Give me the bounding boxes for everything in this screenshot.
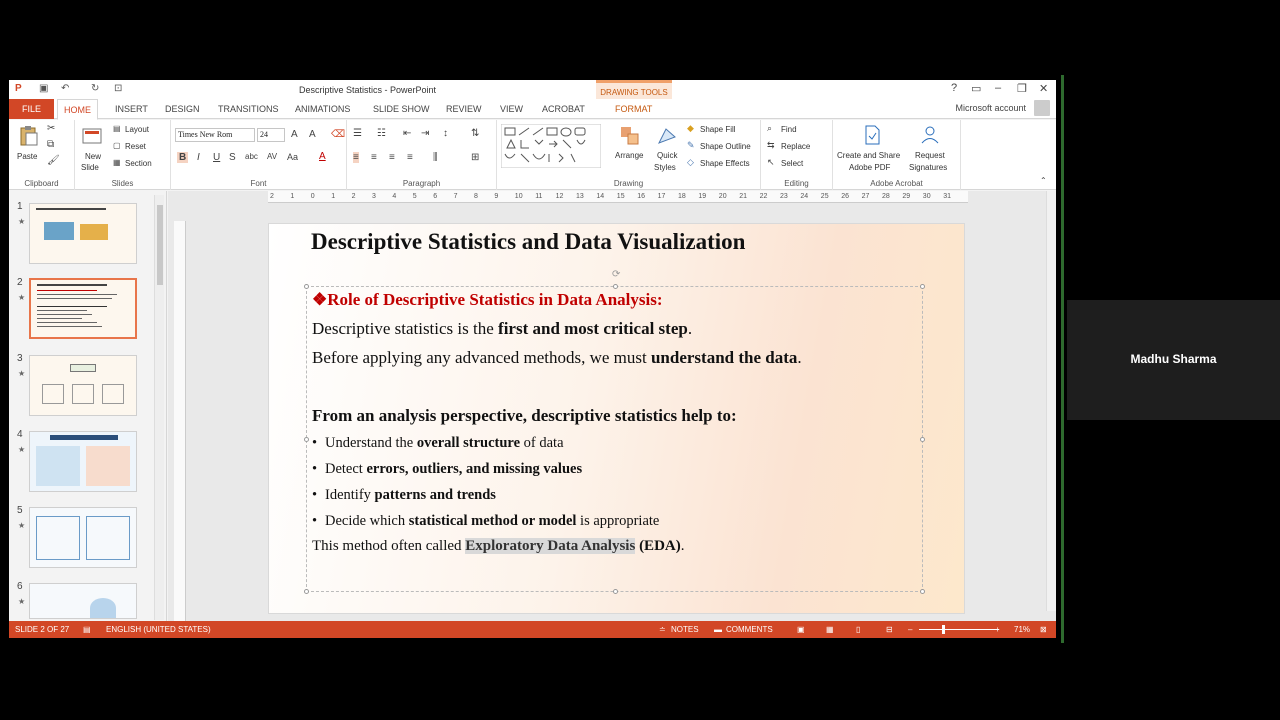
thumb-number: 2 xyxy=(17,277,23,288)
acrobat-label: Adobe Acrobat xyxy=(870,179,923,188)
paste-icon[interactable] xyxy=(17,125,39,147)
bullet-bold-text: patterns and trends xyxy=(374,487,496,503)
thumb-animation-star: ★ xyxy=(18,521,26,530)
bullet-item: • Decide which statistical method or model is appropriate xyxy=(312,513,660,529)
bullet-text: is appropriate xyxy=(576,513,660,529)
select-button[interactable]: Select xyxy=(781,159,804,168)
title-bar xyxy=(9,80,1056,99)
bullet-bold-text: overall structure xyxy=(416,435,521,451)
font-label: Font xyxy=(250,179,267,188)
clipboard-label: Clipboard xyxy=(24,179,59,188)
participant-tile xyxy=(1067,300,1280,420)
decrease-indent-icon[interactable]: ⇤ xyxy=(403,128,412,139)
thumb-number: 5 xyxy=(17,505,23,516)
minimize-icon[interactable]: – xyxy=(995,82,1002,94)
clipboard-group xyxy=(9,120,75,190)
notes-icon: ≐ xyxy=(659,625,666,634)
find-icon: ⌕ xyxy=(767,123,773,133)
create-share-pdf-button[interactable]: Create and Share xyxy=(837,151,901,160)
tab-slide-show[interactable]: SLIDE SHOW xyxy=(373,104,430,114)
thumb-number: 4 xyxy=(17,429,23,440)
paragraph-label: Paragraph xyxy=(402,179,441,188)
ruler-tick-label: 11 xyxy=(535,193,543,200)
rotate-handle-icon[interactable]: ⟳ xyxy=(612,269,621,280)
ruler-tick-label: 12 xyxy=(555,193,564,200)
redo-icon[interactable]: ↻ xyxy=(91,83,100,94)
tab-review[interactable]: REVIEW xyxy=(446,104,482,114)
ruler-tick-label: 22 xyxy=(759,193,768,200)
resize-handle[interactable] xyxy=(613,589,618,594)
justify-icon[interactable]: ≡ xyxy=(407,152,413,163)
new-slide-button[interactable]: New xyxy=(85,152,102,161)
notes-button[interactable]: NOTES xyxy=(671,625,699,634)
ribbon xyxy=(9,120,1056,190)
reset-button[interactable]: Reset xyxy=(125,142,146,151)
ruler-tick-label: 3 xyxy=(372,193,376,200)
tab-file[interactable]: FILE xyxy=(9,99,54,119)
text-direction-icon[interactable]: ⇅ xyxy=(471,128,480,139)
slides-group xyxy=(75,120,171,190)
thumb-animation-star: ★ xyxy=(18,293,26,302)
bullet-item: • Understand the overall structure of data xyxy=(312,435,564,451)
ruler-tick-label: 6 xyxy=(433,193,438,200)
ruler-tick-label: 4 xyxy=(392,193,397,200)
format-painter-icon[interactable]: 🖌 xyxy=(47,155,60,166)
ruler-tick-label: 28 xyxy=(882,193,890,200)
ruler-tick-label: 9 xyxy=(494,193,499,200)
reset-icon: ▢ xyxy=(113,141,121,150)
resize-handle[interactable] xyxy=(304,437,309,442)
ruler-tick-label: 5 xyxy=(412,193,417,200)
copy-icon[interactable]: ⧉ xyxy=(47,139,55,150)
canvas-scrollbar[interactable] xyxy=(1046,191,1056,611)
clear-formatting-icon[interactable]: ⌫ xyxy=(331,129,346,140)
ruler-tick-label: 21 xyxy=(739,193,747,200)
language-status[interactable]: ENGLISH (UNITED STATES) xyxy=(106,625,211,634)
resize-handle[interactable] xyxy=(613,284,618,289)
paragraph-text: Descriptive statistics is the xyxy=(312,319,499,338)
resize-handle[interactable] xyxy=(920,284,925,289)
character-spacing-icon[interactable]: AV xyxy=(267,152,278,161)
align-left-icon[interactable]: ≡ xyxy=(353,152,359,163)
layout-icon: ▤ xyxy=(113,124,121,133)
drawing-label: Drawing xyxy=(613,179,644,188)
analysis-heading: From an analysis perspective, descriptive statistics help to: xyxy=(312,406,737,425)
strikethrough-icon[interactable]: abc xyxy=(245,152,258,161)
resize-handle[interactable] xyxy=(304,284,309,289)
bullet-text: Decide which xyxy=(325,513,409,529)
paragraph-text: . xyxy=(797,348,802,367)
zoom-out-icon[interactable]: – xyxy=(908,625,913,634)
slide-thumbnail-5[interactable] xyxy=(29,507,137,568)
request-signatures-icon[interactable] xyxy=(919,124,941,146)
spellcheck-icon[interactable]: ▤ xyxy=(83,625,91,634)
ruler-tick-label: 1 xyxy=(331,193,336,200)
ruler-tick-label: 19 xyxy=(698,193,707,200)
paragraph-group xyxy=(347,120,497,190)
font-color-icon[interactable]: A xyxy=(319,151,326,162)
tab-home[interactable]: HOME xyxy=(57,99,98,120)
ribbon-tabs xyxy=(9,99,1056,119)
highlighted-eda-text[interactable]: Exploratory Data Analysis xyxy=(465,538,636,554)
thumb-number: 6 xyxy=(17,581,23,592)
fit-slide-icon[interactable]: ⊠ xyxy=(1040,625,1047,634)
reading-view-icon[interactable]: ▯ xyxy=(856,625,861,634)
shape-outline-button[interactable]: Shape Outline xyxy=(700,142,751,151)
font-name-select[interactable]: Times New Rom xyxy=(175,128,255,142)
shape-effects-button[interactable]: Shape Effects xyxy=(700,159,750,168)
quick-styles-button-line2[interactable]: Styles xyxy=(654,163,676,172)
create-share-pdf-button-line2[interactable]: Adobe PDF xyxy=(849,163,891,172)
tab-design[interactable]: DESIGN xyxy=(165,104,200,114)
align-center-icon[interactable]: ≡ xyxy=(371,152,377,163)
ruler-tick-label: 7 xyxy=(453,193,458,200)
slide-thumbnail-6[interactable] xyxy=(29,583,137,619)
slide[interactable] xyxy=(268,223,965,614)
replace-icon: ⇆ xyxy=(767,140,775,150)
shapes-gallery-icon[interactable] xyxy=(501,124,601,168)
thumb-animation-star: ★ xyxy=(18,445,26,454)
ruler-tick-label: 24 xyxy=(800,193,809,200)
section-button[interactable]: Section xyxy=(125,159,152,168)
normal-view-icon[interactable]: ▣ xyxy=(797,625,805,634)
status-bar xyxy=(9,621,1056,638)
zoom-slider[interactable] xyxy=(919,629,999,630)
new-slide-icon[interactable] xyxy=(81,125,103,147)
new-slide-button-line2[interactable]: Slide xyxy=(81,163,99,172)
drawing-tools-header: DRAWING TOOLS xyxy=(596,80,672,99)
powerpoint-window xyxy=(9,80,1056,638)
bullet-text: Identify xyxy=(325,487,375,503)
underline-icon[interactable]: U xyxy=(213,152,221,163)
arrange-button[interactable]: Arrange xyxy=(615,151,644,160)
closing-text: . xyxy=(680,538,685,554)
bullet-bold-text: statistical method or model xyxy=(408,513,577,529)
closing-bold-text: (EDA) xyxy=(635,538,681,554)
account-link[interactable]: Microsoft account xyxy=(955,103,1026,113)
resize-handle[interactable] xyxy=(304,589,309,594)
slide-title[interactable]: Descriptive Statistics and Data Visualization xyxy=(311,229,746,254)
closing-line xyxy=(312,538,684,555)
shape-effects-icon: ◇ xyxy=(687,157,694,167)
slideshow-view-icon[interactable]: ⊟ xyxy=(886,625,893,634)
ruler-tick-label: 2 xyxy=(351,193,356,200)
line-spacing-icon[interactable]: ↕ xyxy=(443,128,448,139)
arrange-icon[interactable] xyxy=(619,125,641,147)
font-size-select[interactable]: 24 xyxy=(257,128,285,142)
slide-editing-canvas xyxy=(168,191,1056,621)
slide-thumbnail-4[interactable] xyxy=(29,431,137,492)
italic-icon[interactable]: I xyxy=(197,152,200,163)
ruler-tick-label: 17 xyxy=(657,193,666,200)
thumb-animation-star: ★ xyxy=(18,217,26,226)
diamond-bullet-icon: ❖ xyxy=(312,290,328,309)
role-heading xyxy=(312,290,663,310)
increase-indent-icon[interactable]: ⇥ xyxy=(421,128,430,139)
horizontal-ruler xyxy=(268,191,968,203)
quick-styles-icon[interactable] xyxy=(656,125,678,147)
window-title: Descriptive Statistics - PowerPoint xyxy=(299,85,437,95)
shape-fill-button[interactable]: Shape Fill xyxy=(700,125,736,134)
bullet-text: of data xyxy=(520,435,564,451)
tab-format[interactable]: FORMAT xyxy=(615,104,653,114)
ruler-tick-label: 10 xyxy=(514,193,523,200)
paragraph-bold-text: first and most critical step xyxy=(498,319,688,338)
paragraph-text: . xyxy=(687,319,693,338)
zoom-in-icon[interactable]: + xyxy=(995,625,1000,634)
collapse-ribbon-icon[interactable]: ⌃ xyxy=(1040,176,1047,185)
help-icon[interactable]: ? xyxy=(951,82,958,94)
ruler-tick-label: 13 xyxy=(576,193,584,200)
ruler-tick-label: 16 xyxy=(637,193,645,200)
screen-share-border xyxy=(1061,75,1064,643)
slide-thumbnail-1[interactable] xyxy=(29,203,137,264)
ruler-tick-label: 14 xyxy=(596,193,605,200)
bold-icon[interactable]: B xyxy=(179,152,187,163)
thumb-animation-star: ★ xyxy=(18,369,26,378)
font-group xyxy=(171,120,347,190)
vertical-ruler xyxy=(174,221,186,621)
thumb-animation-star: ★ xyxy=(18,597,26,606)
thumb-number: 3 xyxy=(17,353,23,364)
bullets-icon[interactable]: ☰ xyxy=(353,128,362,139)
paragraph-2 xyxy=(312,348,802,368)
request-signatures-button-line2[interactable]: Signatures xyxy=(909,163,948,172)
increase-font-icon[interactable]: A xyxy=(291,129,298,140)
ruler-tick-label: 26 xyxy=(841,193,849,200)
cut-icon[interactable]: ✂ xyxy=(47,123,56,134)
numbering-icon[interactable]: ☷ xyxy=(377,128,386,139)
avatar[interactable] xyxy=(1034,100,1050,116)
participant-name: Madhu Sharma xyxy=(1130,352,1217,366)
restore-icon[interactable]: ❐ xyxy=(1017,83,1027,95)
tab-acrobat[interactable]: ACROBAT xyxy=(542,104,585,114)
shape-fill-icon: ◆ xyxy=(687,123,694,133)
thumbnails-scrollbar[interactable] xyxy=(154,195,164,620)
ruler-tick-label: 23 xyxy=(780,193,788,200)
ruler-tick-label: 15 xyxy=(616,193,625,200)
start-from-beginning-icon[interactable]: ⊡ xyxy=(114,83,123,94)
ruler-tick-label: 18 xyxy=(678,193,686,200)
closing-text: This method often called xyxy=(312,538,466,554)
ruler-tick-label: 2 xyxy=(270,193,274,200)
request-signatures-button[interactable]: Request xyxy=(915,151,945,160)
resize-handle[interactable] xyxy=(920,589,925,594)
bullet-item: • Identify patterns and trends xyxy=(312,487,496,503)
ruler-tick-label: 1 xyxy=(290,193,295,200)
slide-sorter-icon[interactable]: ▦ xyxy=(826,625,834,634)
align-right-icon[interactable]: ≡ xyxy=(389,152,395,163)
comments-icon: ▬ xyxy=(714,625,722,634)
zoom-level[interactable]: 71% xyxy=(1014,625,1031,634)
select-icon: ↖ xyxy=(767,157,775,167)
powerpoint-logo-icon: P xyxy=(15,83,22,94)
comments-button[interactable]: COMMENTS xyxy=(726,625,773,634)
find-button[interactable]: Find xyxy=(781,125,797,134)
ruler-tick-label: 29 xyxy=(902,193,911,200)
resize-handle[interactable] xyxy=(920,437,925,442)
paragraph-text: Before applying any advanced methods, we must xyxy=(312,348,651,367)
save-icon[interactable]: ▣ xyxy=(39,83,49,94)
slide-count: SLIDE 2 OF 27 xyxy=(15,625,70,634)
tab-view[interactable]: VIEW xyxy=(500,104,524,114)
slide-thumbnail-2[interactable] xyxy=(29,278,137,339)
slide-thumbnails-pane xyxy=(9,191,167,621)
decrease-font-icon[interactable]: A xyxy=(309,129,316,140)
slide-thumbnail-3[interactable] xyxy=(29,355,137,416)
ruler-tick-label: 20 xyxy=(718,193,727,200)
slides-label: Slides xyxy=(111,179,134,188)
bullet-bold-text: errors, outliers, and missing values xyxy=(366,461,583,477)
role-heading-text: Role of Descriptive Statistics in Data Analysis: xyxy=(327,290,663,309)
zoom-slider-handle[interactable] xyxy=(942,625,945,634)
ruler-tick-label: 30 xyxy=(922,193,931,200)
drawing-group xyxy=(497,120,761,190)
smartart-icon[interactable]: ⊞ xyxy=(471,152,480,163)
tab-transitions[interactable]: TRANSITIONS xyxy=(218,104,279,114)
tab-animations[interactable]: ANIMATIONS xyxy=(295,104,351,114)
editing-group xyxy=(761,120,833,190)
bullet-item: • Detect errors, outliers, and missing values xyxy=(312,461,583,477)
bullet-text: Detect xyxy=(325,461,367,477)
paragraph-1 xyxy=(312,319,692,339)
change-case-icon[interactable]: Aa xyxy=(287,152,299,162)
paragraph-bold-text: understand the data xyxy=(650,348,798,367)
ruler-tick-label: 8 xyxy=(474,193,478,200)
editing-label: Editing xyxy=(784,179,809,188)
create-pdf-icon[interactable] xyxy=(861,124,883,146)
scrollbar-thumb[interactable] xyxy=(157,205,163,285)
thumb-number: 1 xyxy=(17,201,23,212)
shape-outline-icon: ✎ xyxy=(687,140,695,150)
acrobat-group xyxy=(833,120,961,190)
paste-button[interactable]: Paste xyxy=(17,152,38,161)
layout-button[interactable]: Layout xyxy=(125,125,150,134)
ruler-tick-label: 31 xyxy=(943,193,951,200)
ruler-tick-label: 0 xyxy=(310,193,315,200)
bullet-text: Understand the xyxy=(325,435,417,451)
ruler-tick-label: 27 xyxy=(861,193,870,200)
quick-styles-button[interactable]: Quick xyxy=(657,151,678,160)
shadow-icon[interactable]: S xyxy=(229,152,236,163)
ruler-tick-label: 25 xyxy=(820,193,829,200)
tab-insert[interactable]: INSERT xyxy=(115,104,148,114)
section-icon: ▦ xyxy=(113,158,121,167)
undo-icon[interactable]: ↶ xyxy=(61,83,70,94)
close-icon[interactable]: ✕ xyxy=(1039,83,1049,95)
replace-button[interactable]: Replace xyxy=(781,142,811,151)
ribbon-display-icon[interactable]: ▭ xyxy=(971,83,982,95)
columns-icon[interactable]: ⫼ xyxy=(433,152,438,163)
